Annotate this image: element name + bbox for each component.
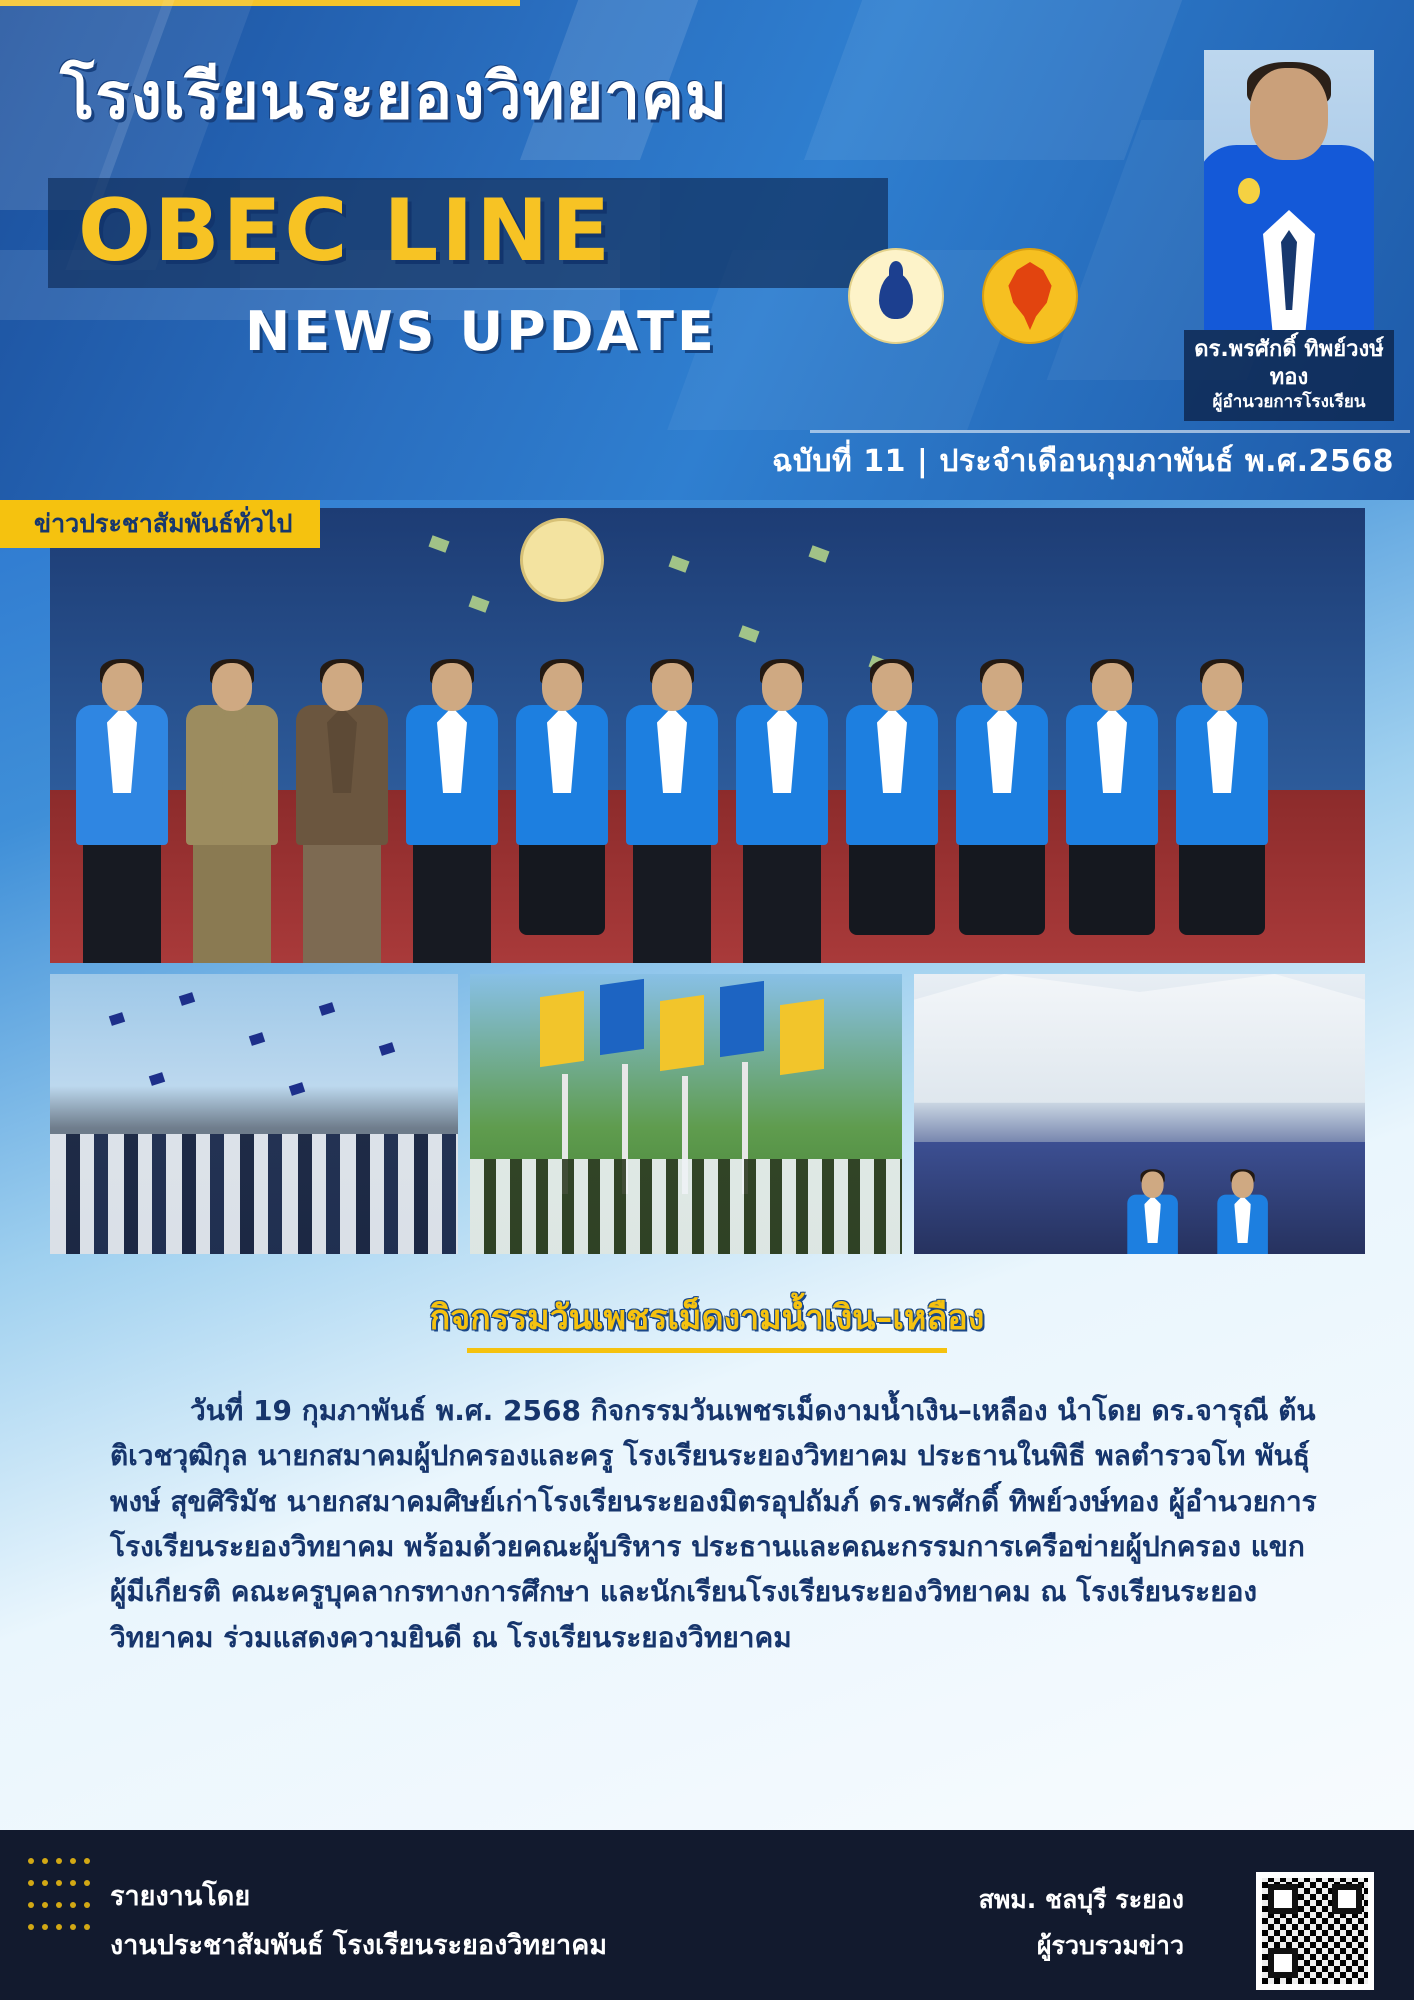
footer-report <box>110 1874 607 1966</box>
photo-award-ceremony <box>914 974 1365 1254</box>
brand-title: OBEC LINE <box>78 181 613 281</box>
qr-code-icon[interactable] <box>1256 1872 1374 1990</box>
school-logo-icon <box>848 248 944 344</box>
issue-divider <box>810 430 1410 433</box>
page-header <box>0 0 1414 500</box>
stage-emblem-icon <box>520 518 604 602</box>
qr-eye-icon <box>1268 1884 1298 1914</box>
article-headline: กิจกรรมวันเพชรเม็ดงามน้ำเงิน–เหลือง <box>429 1298 985 1338</box>
director-portrait <box>1204 50 1374 330</box>
photo-gallery <box>0 500 1414 1280</box>
photo-flag-parade <box>470 974 902 1254</box>
footer-report-by: งานประชาสัมพันธ์ โรงเรียนระยองวิทยาคม <box>110 1930 608 1961</box>
parade-row <box>470 1159 902 1254</box>
flame-icon <box>879 273 913 319</box>
director-name-band <box>1184 330 1394 421</box>
footer-office-block <box>979 1880 1184 1966</box>
student-crowd <box>50 1134 458 1254</box>
qr-eye-icon <box>1268 1948 1298 1978</box>
category-tab-label: ข่าวประชาสัมพันธ์ทั่วไป <box>34 509 293 538</box>
director-role: ผู้อำนวยการโรงเรียน <box>1212 392 1366 412</box>
director-face <box>1250 68 1328 160</box>
issue-label: ฉบับที่ 11 | ประจำเดือนกุมภาพันธ์ พ.ศ.2568 <box>772 444 1394 479</box>
tent-roof <box>914 974 1365 1103</box>
footer-dot-decor <box>28 1858 98 1946</box>
photo-cap-toss <box>50 974 458 1254</box>
category-tab[interactable] <box>0 500 320 548</box>
qr-eye-icon <box>1332 1884 1362 1914</box>
director-badge-icon <box>1238 178 1260 204</box>
page-footer <box>0 1830 1414 2000</box>
footer-office: สพม. ชลบุรี ระยอง <box>978 1885 1184 1914</box>
article-body: วันที่ 19 กุมภาพันธ์ พ.ศ. 2568 กิจกรรมวันเพชรเม็ดงามน้ำเงิน–เหลือง นำโดย ดร.จารุณี ต้นติเวชวุฒิกุล นายกสมาคมผู้ปกครองและครู โรงเรียนระยองวิทยาคม ประธานในพิธี พลตำรวจโท พันธุ์พงษ์ สุขศิริมัช นายกสมาคมศิษย์เก่าโรงเรียนระยองมิตรอุปถัมภ์ ดร.พรศักดิ์ ทิพย์วงษ์ทอง ผู้อำนวยการโรงเรียนระยองวิทยาคม พร้อมด้วยคณะผู้บริหาร ประธานและคณะกรรมการเครือข่ายผู้ปกครอง แขกผู้มีเกียรติ คณะครูบุคลากรทางการศึกษา และนักเรียนโรงเรียนระยองวิทยาคม ณ โรงเรียนระยองวิทยาคม ร่วมแสดงความยินดี ณ โรงเรียนระยองวิทยาคม <box>110 1394 1317 1654</box>
school-name: โรงเรียนระยองวิทยาคม <box>60 60 728 134</box>
headline-underline <box>467 1348 947 1353</box>
footer-collector: ผู้รวบรวมข่าว <box>1036 1931 1184 1960</box>
content-body <box>0 500 1414 1830</box>
footer-report-label: รายงานโดย <box>110 1881 251 1912</box>
garuda-logo-icon <box>982 248 1078 344</box>
director-name: ดร.พรศักดิ์ ทิพย์วงษ์ทอง <box>1194 337 1384 390</box>
photo-main-group <box>50 508 1365 963</box>
brand-subtitle: NEWS UPDATE <box>245 300 717 363</box>
garuda-icon <box>1000 262 1060 330</box>
